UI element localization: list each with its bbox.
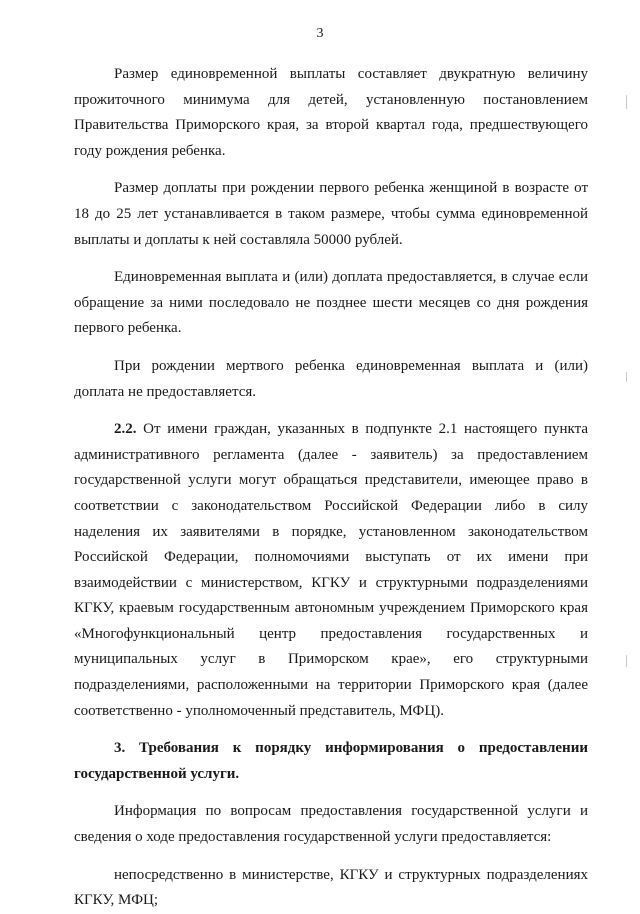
section-2-2-number: 2.2. [114, 421, 137, 438]
scan-edge-mark [626, 95, 627, 109]
paragraph-payment-amount: Размер единовременной выплаты составляет двукратную величину прожиточного минимума для детей, установленную постановлением Правительства Приморского края, за второй квартал года, предшествующего году рождения ребенка. [74, 66, 588, 159]
paragraph-supplement-amount: Размер доплаты при рождении первого ребенка женщиной в возрасте от 18 до 25 лет устанавливается в таком размере, чтобы сумма единовременной выплаты и доплаты к ней составляла 50000 рублей. [74, 180, 588, 248]
scan-edge-mark [626, 372, 627, 382]
section-2-2-text: От имени граждан, указанных в подпункте 2.1 настоящего пункта административного регламента (далее - заявитель) за предоставлением государственной услуги могут обращаться представители, имеющее право в соответствии с законодательством Российской Федерации либо в силу наделения их заявителями в порядке, установленном законодательством Российской Федерации, полномочиями выступать от их имени при взаимодействии с министерством, КГКУ и структурными подразделениями КГКУ, краевым государственным автономным учреждением Приморского края «Многофункциональный центр предоставления государственных и муниципальных услуг в Приморском крае», его структурными подразделениями, расположенными на территории Приморского края (далее соответственно - уполномоченный представитель, МФЦ). [74, 421, 589, 719]
section-3-heading: 3. Требования к порядку информирования о предоставлении государственной услуги. [74, 740, 588, 782]
section-3-paragraph: непосредственно в министерстве, КГКУ и структурных подразделениях КГКУ, МФЦ; [74, 866, 588, 909]
document-body [74, 62, 588, 914]
scan-edge-mark [626, 655, 627, 667]
section-2-2 [74, 417, 588, 724]
paragraph-payment-deadline: Единовременная выплата и (или) доплата предоставляется, в случае если обращение за ними последовало не позднее шести месяцев со дня рождения первого ребенка. [74, 269, 588, 337]
section-3-paragraph: Информация по вопросам предоставления государственной услуги и сведения о ходе предоставления государственной услуги предоставляется: [74, 803, 588, 846]
page-number: 3 [316, 26, 324, 41]
paragraph-stillbirth: При рождении мертвого ребенка единовременная выплата и (или) доплата не предоставляется. [74, 357, 588, 400]
